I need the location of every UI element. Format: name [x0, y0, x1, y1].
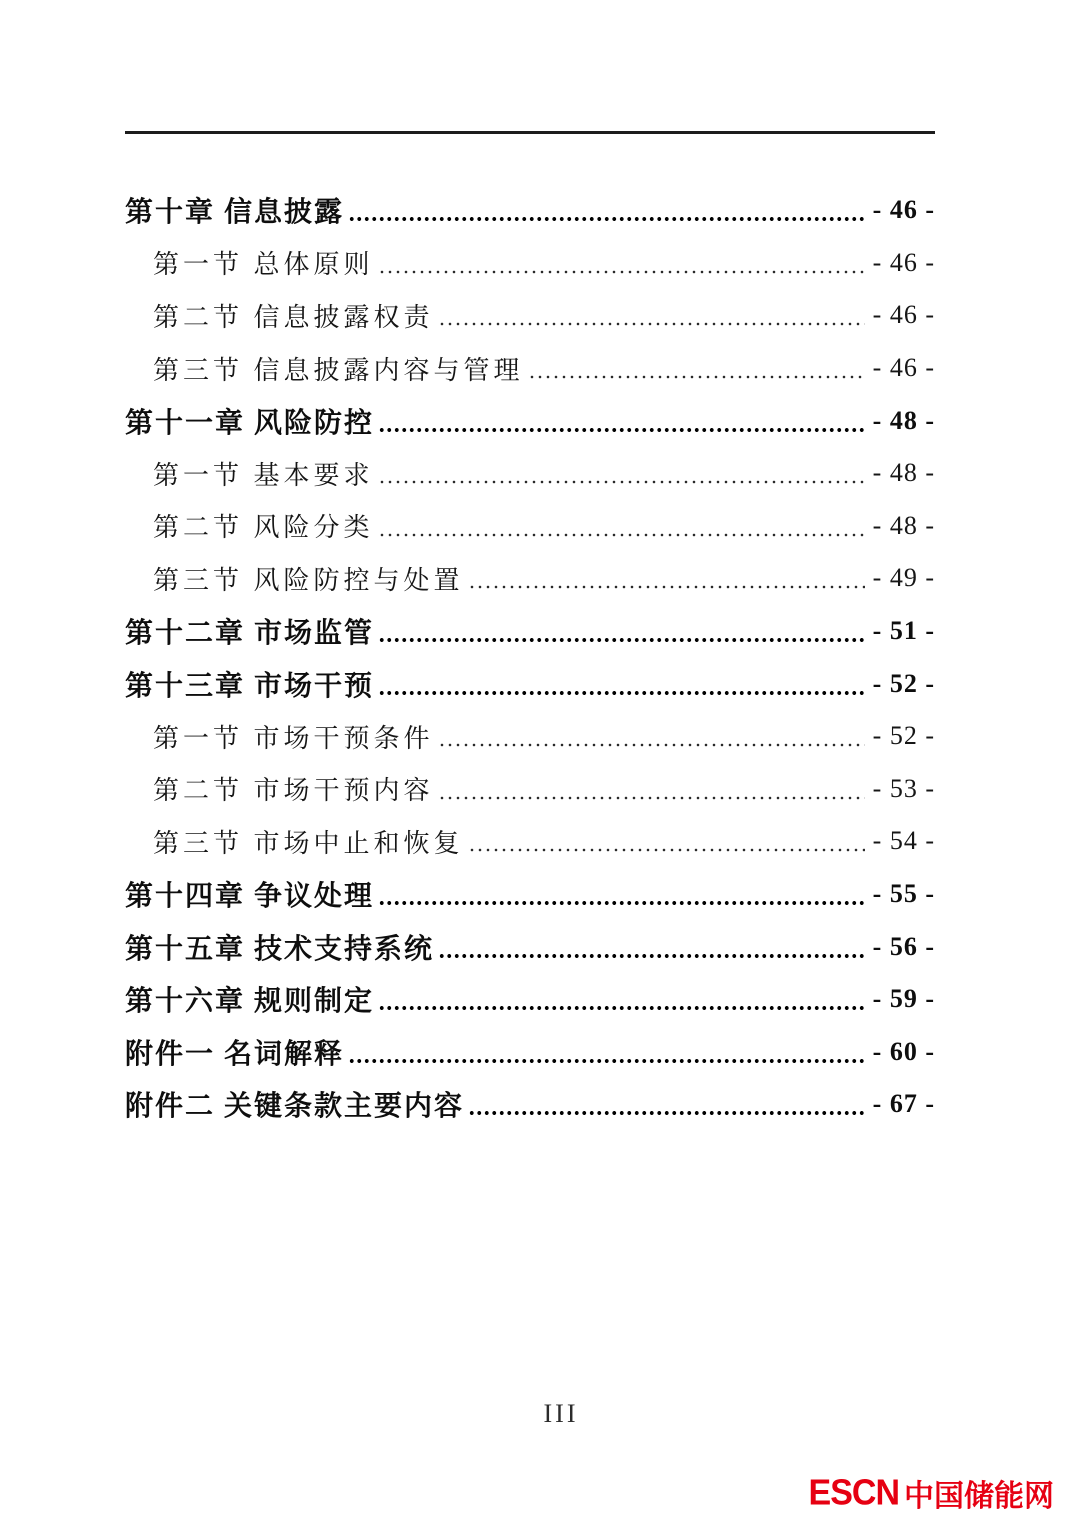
- toc-entry-page-number: - 53 -: [872, 773, 935, 803]
- toc-entry-label: 第一节 基本要求: [153, 460, 374, 490]
- toc-dot-leader: [528, 342, 865, 395]
- toc-entry-page-number: - 46 -: [872, 353, 935, 383]
- toc-entry: [125, 763, 935, 816]
- page-number: III: [543, 1399, 579, 1428]
- toc-entry-page-number: - 46 -: [872, 247, 935, 277]
- toc-entry: [125, 289, 935, 342]
- toc-entry-label: 第一节 市场干预条件: [153, 723, 434, 753]
- header-divider-rule: [125, 131, 935, 134]
- toc-entry-label: 第二节 风险分类: [153, 513, 374, 543]
- toc-entry-label: 第十三章 市场干预: [125, 670, 375, 702]
- toc-entry-page-number: - 52 -: [872, 668, 935, 698]
- toc-dot-leader: [348, 1026, 865, 1079]
- toc-entry: [125, 920, 935, 973]
- toc-entry: [125, 657, 935, 710]
- toc-entry-page-number: - 46 -: [872, 300, 935, 330]
- toc-dot-leader: [378, 657, 865, 710]
- toc-entry-page-number: - 59 -: [872, 984, 935, 1014]
- toc-entry-page-number: - 52 -: [872, 721, 935, 751]
- toc-dot-leader: [378, 500, 865, 553]
- toc-entry: [125, 1026, 935, 1079]
- toc-dot-leader: [348, 184, 865, 237]
- toc-entry-page-number: - 56 -: [872, 931, 935, 961]
- toc-entry-page-number: - 54 -: [872, 826, 935, 856]
- toc-entry-page-number: - 48 -: [872, 405, 935, 435]
- toc-dot-leader: [468, 1078, 865, 1131]
- toc-entry-page-number: - 48 -: [872, 458, 935, 488]
- toc-dot-leader: [438, 920, 865, 973]
- toc-entry: [125, 710, 935, 763]
- toc-dot-leader: [378, 868, 865, 921]
- toc-entry-label: 第十六章 规则制定: [125, 986, 375, 1018]
- toc-entry-label: 第三节 市场中止和恢复: [153, 828, 464, 858]
- toc-entry-page-number: - 49 -: [872, 563, 935, 593]
- toc-entry: [125, 237, 935, 290]
- toc-entry: [125, 605, 935, 658]
- toc-entry: [125, 552, 935, 605]
- escn-logo-site-name: 中国储能网: [904, 1480, 1054, 1513]
- toc-entry-label: 第十一章 风险防控: [125, 407, 375, 439]
- toc-dot-leader: [378, 237, 865, 290]
- toc-entry-label: 第十五章 技术支持系统: [125, 933, 435, 965]
- toc-entry-page-number: - 51 -: [872, 616, 935, 646]
- toc-entry-label: 附件二 关键条款主要内容: [125, 1091, 465, 1123]
- toc-dot-leader: [438, 289, 865, 342]
- toc-entry-label: 第十四章 争议处理: [125, 881, 375, 913]
- toc-entry-label: 附件一 名词解释: [125, 1038, 345, 1070]
- toc-dot-leader: [378, 973, 865, 1026]
- toc-dot-leader: [468, 815, 865, 868]
- toc-dot-leader: [438, 710, 865, 763]
- toc-dot-leader: [378, 605, 865, 658]
- toc-entry: [125, 500, 935, 553]
- toc-dot-leader: [438, 763, 865, 816]
- toc-dot-leader: [378, 447, 865, 500]
- toc-entry: [125, 447, 935, 500]
- toc-entry: [125, 973, 935, 1026]
- table-of-contents: [125, 184, 935, 1131]
- escn-logo: [809, 1471, 1054, 1515]
- toc-entry-page-number: - 67 -: [872, 1089, 935, 1119]
- toc-entry-label: 第二节 市场干预内容: [153, 776, 434, 806]
- toc-entry-label: 第十章 信息披露: [125, 197, 345, 229]
- toc-entry-page-number: - 48 -: [872, 510, 935, 540]
- toc-entry-page-number: - 55 -: [872, 879, 935, 909]
- toc-dot-leader: [378, 394, 865, 447]
- toc-entry: [125, 184, 935, 237]
- toc-entry: [125, 342, 935, 395]
- toc-entry-label: 第一节 总体原则: [153, 250, 374, 280]
- toc-entry-page-number: - 60 -: [872, 1036, 935, 1066]
- toc-entry-label: 第三节 信息披露内容与管理: [153, 355, 524, 385]
- toc-entry-label: 第二节 信息披露权责: [153, 302, 434, 332]
- toc-entry-label: 第三节 风险防控与处置: [153, 565, 464, 595]
- toc-entry-label: 第十二章 市场监管: [125, 618, 375, 650]
- toc-entry: [125, 1078, 935, 1131]
- toc-entry-page-number: - 46 -: [872, 195, 935, 225]
- toc-entry: [125, 868, 935, 921]
- escn-logo-wordmark: ESCN: [808, 1472, 899, 1513]
- toc-entry: [125, 394, 935, 447]
- toc-entry: [125, 815, 935, 868]
- toc-dot-leader: [468, 552, 865, 605]
